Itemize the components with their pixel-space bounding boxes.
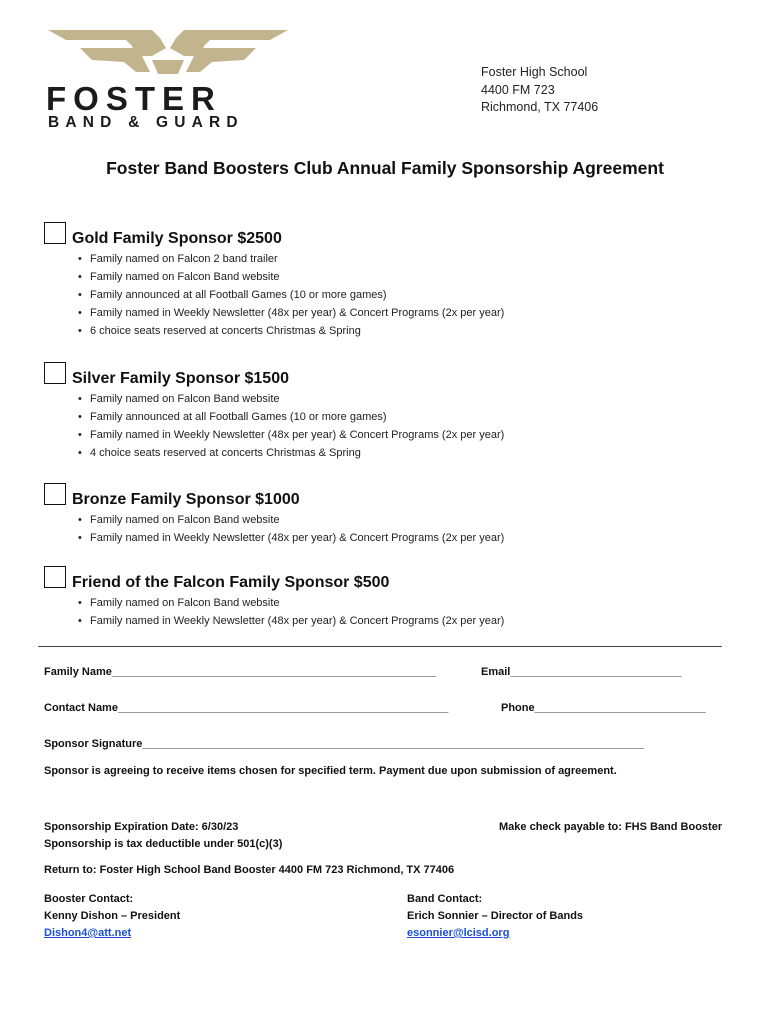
- benefit-item: • Family named on Falcon 2 band trailer: [78, 250, 504, 268]
- benefit-item: • Family named on Falcon Band website: [78, 511, 504, 529]
- benefit-item: • Family named on Falcon Band website: [78, 268, 504, 286]
- logo-subtitle: BAND & GUARD: [48, 114, 244, 131]
- tier-title: Silver Family Sponsor $1500: [72, 370, 289, 387]
- tax-deductible-note: Sponsorship is tax deductible under 501(c)(3): [44, 838, 283, 850]
- address-line-2: 4400 FM 723: [481, 82, 555, 97]
- booster-contact-label: Booster Contact:: [44, 893, 134, 905]
- foster-band-logo: [40, 26, 296, 132]
- page-title: Foster Band Boosters Club Annual Family Sponsorship Agreement: [106, 158, 664, 178]
- booster-contact: [44, 891, 180, 942]
- falcon-wings-icon: [40, 26, 296, 82]
- address-line-1: Foster High School: [481, 65, 588, 79]
- benefit-item: • 4 choice seats reserved at concerts Christmas & Spring: [78, 444, 504, 462]
- phone-field[interactable]: Phone____________________________: [501, 702, 706, 714]
- sponsor-signature-field[interactable]: Sponsor Signature__________________________________________________________________________________: [44, 738, 645, 750]
- benefit-item: • Family named in Weekly Newsletter (48x per year) & Concert Programs (2x per year): [78, 304, 504, 322]
- booster-contact-name: Kenny Dishon – President: [44, 910, 181, 922]
- tier-silver: [44, 362, 504, 462]
- silver-checkbox[interactable]: [44, 362, 66, 384]
- benefit-item: • Family announced at all Football Games (10 or more games): [78, 408, 504, 426]
- email-field[interactable]: Email____________________________: [481, 666, 682, 678]
- payable-note: Make check payable to: FHS Band Booster: [499, 821, 723, 833]
- friend-checkbox[interactable]: [44, 566, 66, 588]
- benefit-item: • 6 choice seats reserved at concerts Christmas & Spring: [78, 322, 504, 340]
- benefit-list: [44, 511, 504, 547]
- logo-wordmark: FOSTER: [46, 80, 222, 117]
- family-name-field[interactable]: Family Name_____________________________________________________: [44, 666, 437, 678]
- section-divider: [38, 646, 722, 647]
- tier-friend-of-falcon: [44, 566, 504, 630]
- address-line-3: Richmond, TX 77406: [481, 100, 599, 114]
- school-address: [481, 64, 598, 117]
- agreement-note: Sponsor is agreeing to receive items chosen for specified term. Payment due upon submission of agreement.: [44, 765, 617, 777]
- band-contact: [407, 891, 583, 942]
- tier-gold: [44, 222, 504, 340]
- tier-bronze: [44, 483, 504, 547]
- tier-header: [44, 362, 504, 387]
- band-email-link[interactable]: esonnier@lcisd.org: [407, 927, 510, 939]
- benefit-item: • Family announced at all Football Games (10 or more games): [78, 286, 504, 304]
- gold-checkbox[interactable]: [44, 222, 66, 244]
- benefit-item: • Family named on Falcon Band website: [78, 594, 504, 612]
- tier-header: [44, 483, 504, 508]
- benefit-list: [44, 390, 504, 462]
- tier-header: [44, 222, 504, 247]
- booster-email-link[interactable]: Dishon4@att.net: [44, 927, 132, 939]
- tier-header: [44, 566, 504, 591]
- benefit-item: • Family named in Weekly Newsletter (48x per year) & Concert Programs (2x per year): [78, 426, 504, 444]
- benefit-list: [44, 594, 504, 630]
- benefit-list: [44, 250, 504, 340]
- band-contact-label: Band Contact:: [407, 893, 483, 905]
- expiration-date: Sponsorship Expiration Date: 6/30/23: [44, 821, 239, 833]
- bronze-checkbox[interactable]: [44, 483, 66, 505]
- benefit-item: • Family named on Falcon Band website: [78, 390, 504, 408]
- tier-title: Gold Family Sponsor $2500: [72, 230, 282, 247]
- tier-title: Bronze Family Sponsor $1000: [72, 491, 300, 508]
- contact-name-field[interactable]: Contact Name______________________________________________________: [44, 702, 449, 714]
- return-address: Return to: Foster High School Band Booster 4400 FM 723 Richmond, TX 77406: [44, 864, 455, 876]
- band-contact-name: Erich Sonnier – Director of Bands: [407, 910, 584, 922]
- benefit-item: • Family named in Weekly Newsletter (48x per year) & Concert Programs (2x per year): [78, 529, 504, 547]
- benefit-item: • Family named in Weekly Newsletter (48x per year) & Concert Programs (2x per year): [78, 612, 504, 630]
- tier-title: Friend of the Falcon Family Sponsor $500: [72, 574, 390, 591]
